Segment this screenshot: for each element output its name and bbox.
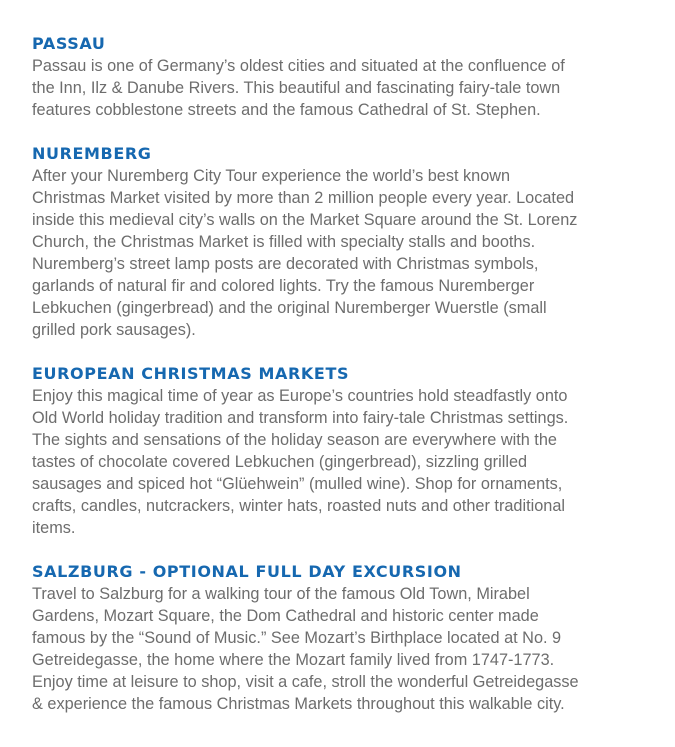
section-body: Enjoy this magical time of year as Europe’s countries hold steadfastly onto Old World holiday tradition and transform into fairy-tale Christmas settings. The sights and sensations of the holiday season are everywhere with the tastes of chocolate covered Lebkuchen (gingerbread), sizzling grilled sausages and spiced hot “Glüehwein” (mulled wine). Shop for ornaments, crafts, candles, nutcrackers, winter hats, roasted nuts and other traditional items.	[32, 387, 569, 537]
section-title: EUROPEAN CHRISTMAS MARKETS	[32, 364, 350, 383]
section-title: SALZBURG - OPTIONAL FULL DAY EXCURSION	[32, 562, 462, 581]
section-body: Travel to Salzburg for a walking tour of the famous Old Town, Mirabel Gardens, Mozart Square, the Dom Cathedral and historic center made famous by the “Sound of Music.” See Mozart’s Birthplace located at No. 9 Getreidegasse, the home where the Mozart family lived from 1747-1773. Enjoy time at leisure to shop, visit a cafe, stroll the wonderful Getreidegasse & experience the famous Christmas Markets throughout this walkable city.	[32, 585, 579, 713]
section-european-christmas-markets	[32, 363, 652, 539]
section-passau	[32, 33, 652, 121]
section-body: After your Nuremberg City Tour experience the world’s best known Christmas Market visited by more than 2 million people every year. Located inside this medieval city’s walls on the Market Square around the St. Lorenz Church, the Christmas Market is filled with specialty stalls and booths. Nuremberg’s street lamp posts are decorated with Christmas symbols, garlands of natural fir and colored lights. Try the famous Nuremberger Lebkuchen (gingerbread) and the original Nuremberger Wuerstle (small grilled pork sausages).	[32, 167, 578, 339]
section-title: PASSAU	[32, 34, 106, 53]
section-title: NUREMBERG	[32, 144, 152, 163]
section-salzburg	[32, 561, 652, 715]
section-nuremberg	[32, 143, 652, 341]
itinerary-content	[32, 33, 652, 737]
section-body: Passau is one of Germany’s oldest cities and situated at the confluence of the Inn, Ilz & Danube Rivers. This beautiful and fascinating fairy-tale town features cobblestone streets and the famous Cathedral of St. Stephen.	[32, 57, 565, 119]
